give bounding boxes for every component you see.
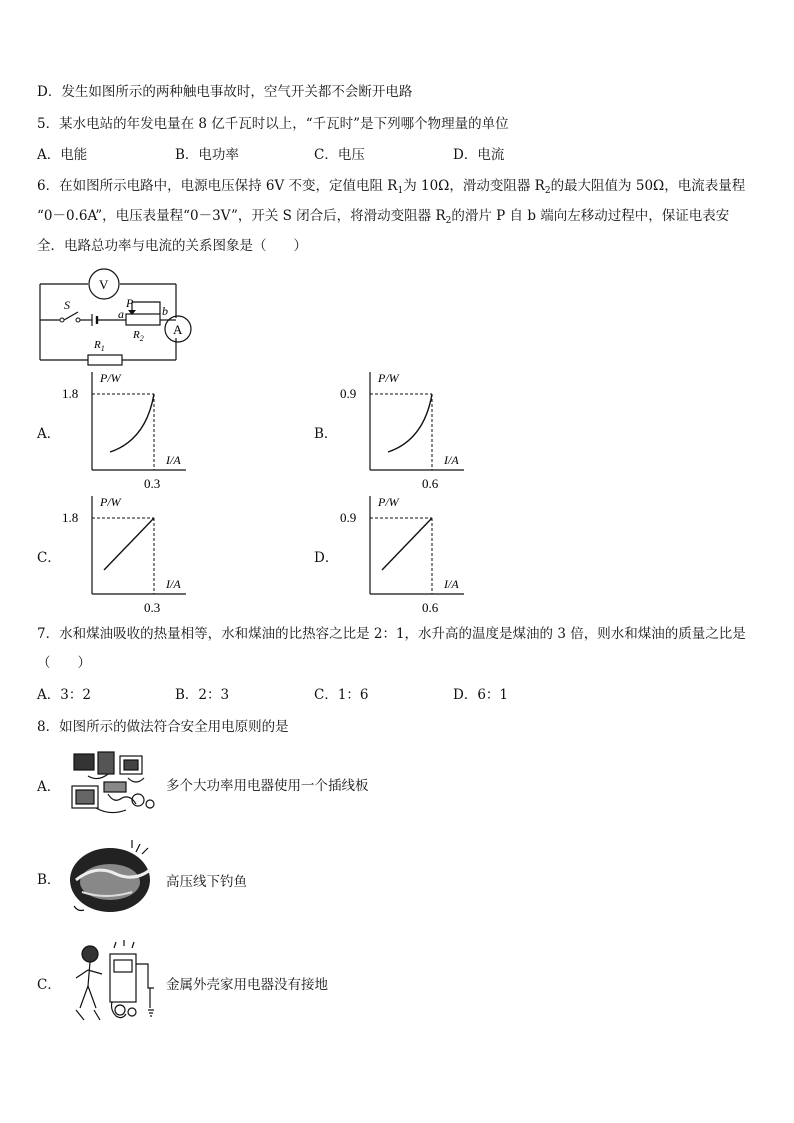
power-current-curve: [388, 394, 432, 452]
fishing-under-power-line-picture: [66, 836, 158, 920]
end-b-label: b: [162, 304, 168, 318]
x-tick-label: 0.3: [144, 476, 161, 491]
q8-option-c-text: 金属外壳家用电器没有接地: [166, 977, 328, 993]
y-tick-label: 1.8: [62, 510, 79, 525]
q6-graph-d: [336, 490, 471, 618]
q8-option-b-text: 高压线下钓鱼: [166, 874, 247, 890]
q7-option-c: C．1：6: [314, 687, 369, 703]
x-tick-label: 0.6: [422, 600, 439, 615]
q8-option-c-label: C．: [37, 977, 61, 993]
voltmeter-label: V: [99, 277, 109, 292]
y-axis-label: P/W: [378, 371, 399, 385]
y-tick-label: 1.8: [62, 386, 79, 401]
q5-option-a: A．电能: [37, 147, 88, 163]
x-tick-label: 0.3: [144, 600, 161, 615]
q8-option-a-text: 多个大功率用电器使用一个插线板: [166, 778, 369, 794]
r2-label: $R_2$: [133, 329, 144, 343]
y-tick-label: 0.9: [340, 386, 357, 401]
q5-stem: 5．某水电站的年发电量在 8 亿千瓦时以上，“千瓦时”是下列哪个物理量的单位: [37, 116, 509, 132]
x-axis-label: I/A: [166, 577, 181, 591]
q7-option-d: D．6：1: [453, 687, 509, 703]
q6-option-b-label: B．: [314, 426, 338, 442]
y-axis-label: P/W: [100, 371, 121, 385]
y-axis-label: P/W: [100, 495, 121, 509]
ammeter-label: A: [173, 322, 183, 337]
q6-graph-b: [336, 366, 471, 494]
power-current-curve: [110, 394, 154, 452]
q5-option-b: B．电功率: [175, 147, 239, 163]
q7-option-b: B．2：3: [175, 687, 230, 703]
switch-label: S: [64, 298, 70, 312]
power-current-line: [104, 518, 154, 570]
q6-graph-a: [58, 366, 193, 494]
q6-option-c-label: C．: [37, 550, 61, 566]
ungrounded-appliance-picture: [68, 940, 164, 1024]
q6-stem-line1: 6．在如图所示电路中，电源电压保持 6V 不变，定值电阻 $R_1$为 10Ω，滑动变阻器 $R_2$的最大阻值为 50Ω，电流表量程: [37, 178, 746, 196]
q7-stem: 7．水和煤油吸收的热量相等，水和煤油的比热容之比是 2：1，水升高的温度是煤油的 3 倍，则水和煤油的质量之比是: [37, 626, 746, 642]
q4-option-d: D．发生如图所示的两种触电事故时，空气开关都不会断开电路: [37, 84, 413, 100]
q5-option-d: D．电流: [453, 147, 505, 163]
x-axis-label: I/A: [444, 577, 459, 591]
q8-option-a-label: A．: [37, 779, 61, 795]
q6-circuit-diagram: [36, 268, 198, 366]
q5-option-c: C．电压: [314, 147, 365, 163]
q6-option-a-label: A．: [37, 426, 61, 442]
q6-stem-line3: 全．电路总功率与电流的关系图象是（ ）: [37, 238, 307, 254]
q6-option-d-label: D．: [314, 550, 339, 566]
x-tick-label: 0.6: [422, 476, 439, 491]
q8-option-b-label: B．: [37, 872, 61, 888]
q6-graph-c: [58, 490, 193, 618]
x-axis-label: I/A: [444, 453, 459, 467]
slider-label: P: [126, 296, 134, 310]
q8-stem: 8．如图所示的做法符合安全用电原则的是: [37, 719, 289, 735]
power-current-line: [382, 518, 432, 570]
x-axis-label: I/A: [166, 453, 181, 467]
y-axis-label: P/W: [378, 495, 399, 509]
q6-stem-line2: “0－0.6A”，电压表量程“0－3V”，开关 S 闭合后，将滑动变阻器 $R_2$的滑片 P 自 b 端向左移动过程中，保证电表安: [37, 208, 730, 226]
r1-label: $R_1$: [94, 339, 105, 353]
power-strip-appliances-picture: [68, 748, 158, 818]
end-a-label: a: [118, 307, 124, 321]
y-tick-label: 0.9: [340, 510, 357, 525]
q7-stem-paren: （ ）: [37, 655, 91, 671]
q7-option-a: A．3：2: [37, 687, 91, 703]
